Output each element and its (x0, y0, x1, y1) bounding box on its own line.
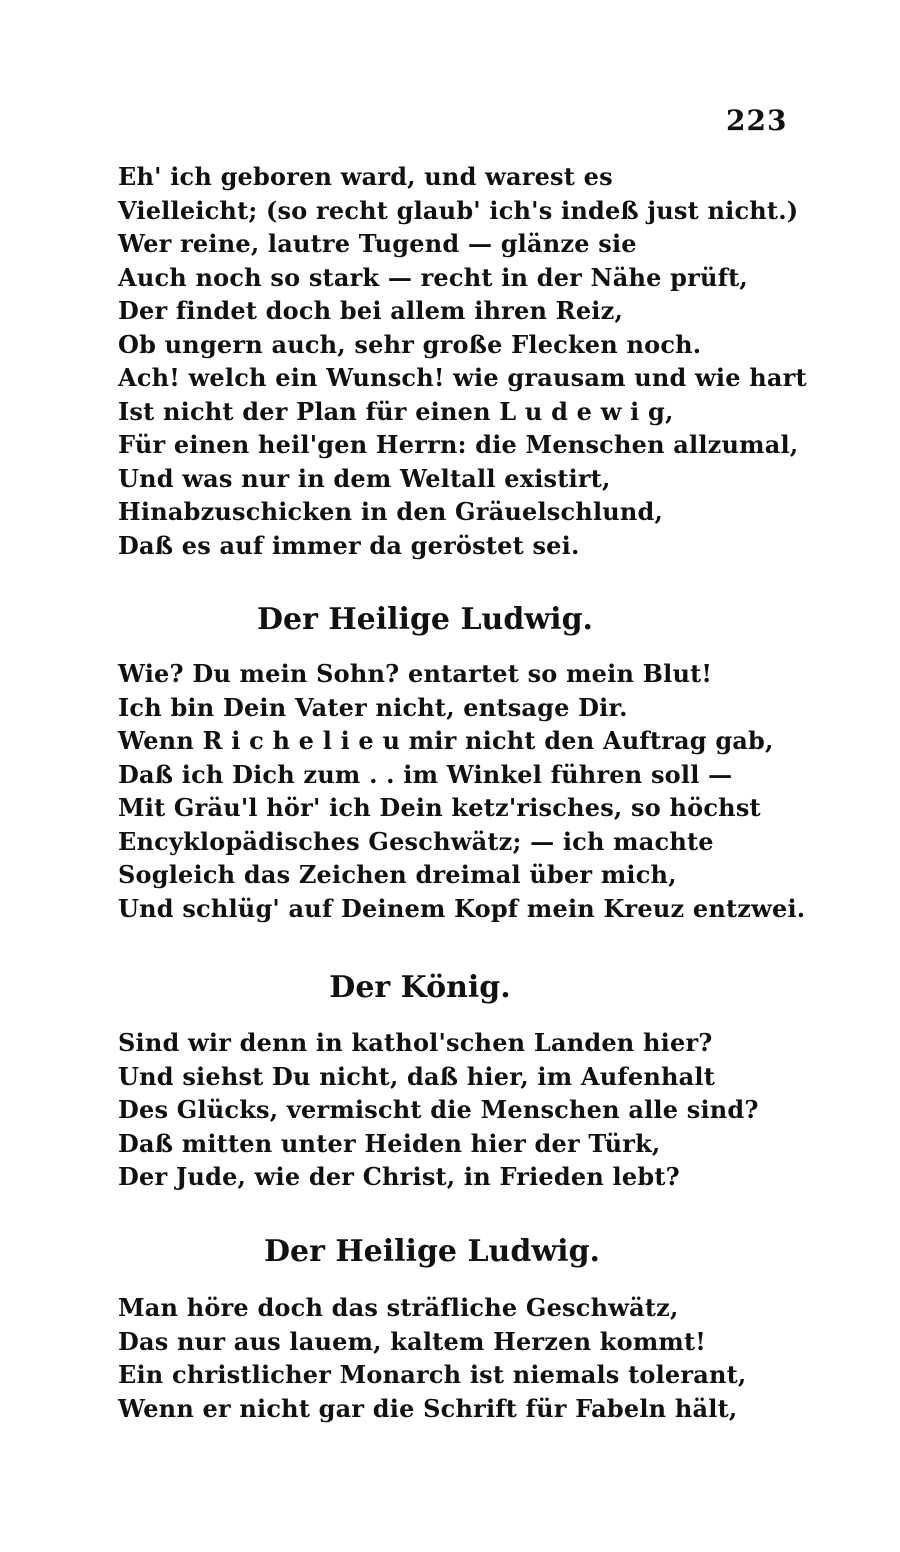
verse-line: Und was nur in dem Weltall existirt, (118, 463, 611, 493)
verse-line: Ich bin Dein Vater nicht, entsage Dir. (118, 692, 628, 722)
verse-block-continuation (118, 160, 807, 562)
verse-line: Und schlüg' auf Deinem Kopf mein Kreuz entzwei. (118, 893, 806, 923)
verse-line: Für einen heil'gen Herrn: die Menschen allzumal, (118, 430, 799, 459)
speaker-heading: Der Heilige Ludwig. (256, 602, 593, 637)
verse-line: Der Jude, wie der Christ, in Frieden lebt? (118, 1162, 680, 1191)
verse-line: Ob ungern auch, sehr große Flecken noch. (118, 329, 702, 359)
speaker-heading: Der König. (329, 970, 511, 1005)
verse-line: Encyklopädisches Geschwätz; — ich machte (118, 826, 714, 856)
verse-line: Wenn R i c h e l i e u mir nicht den Auftrag gab, (118, 726, 774, 755)
verse-line: Ach! welch ein Wunsch! wie grausam und wie hart (118, 363, 807, 392)
verse-line: Wer reine, lautre Tugend — glänze sie (118, 229, 637, 258)
verse-line: Sogleich das Zeichen dreimal über mich, (118, 860, 677, 889)
speaker-heading: Der Heilige Ludwig. (263, 1234, 600, 1269)
verse-line: Ein christlicher Monarch ist niemals tolerant, (118, 1360, 747, 1389)
verse-line: Hinabzuschicken in den Gräuelschlund, (118, 497, 664, 526)
verse-line: Sind wir denn in kathol'schen Landen hier? (118, 1028, 713, 1057)
page-number: 223 (726, 104, 788, 137)
verse-line: Vielleicht; (so recht glaub' ich's indeß just nicht.) (118, 195, 799, 225)
verse-line: Daß ich Dich zum . . im Winkel führen soll — (118, 759, 733, 789)
verse-line: Eh' ich geboren ward, und warest es (118, 162, 613, 191)
verse-line: Ist nicht der Plan für einen L u d e w i g, (118, 396, 674, 426)
verse-line: Man höre doch das sträfliche Geschwätz, (118, 1293, 679, 1322)
verse-line: Wenn er nicht gar die Schrift für Fabeln hält, (118, 1393, 738, 1423)
verse-line: Mit Gräu'l hör' ich Dein ketz'risches, so höchst (118, 793, 761, 822)
verse-line: Daß es auf immer da geröstet sei. (118, 530, 580, 560)
verse-line: Wie? Du mein Sohn? entartet so mein Blut! (118, 659, 713, 688)
verse-line: Und siehst Du nicht, daß hier, im Aufenhalt (118, 1061, 716, 1091)
verse-block-ludwig-1 (118, 657, 806, 925)
verse-line: Daß mitten unter Heiden hier der Türk, (118, 1128, 661, 1158)
verse-line: Des Glücks, vermischt die Menschen alle sind? (118, 1095, 759, 1124)
verse-block-koenig (118, 1026, 778, 1194)
verse-line: Auch noch so stark — recht in der Nähe prüft, (118, 262, 748, 292)
verse-block-ludwig-2 (118, 1291, 778, 1425)
verse-line: Der findet doch bei allem ihren Reiz, (118, 296, 624, 325)
verse-line: Das nur aus lauem, kaltem Herzen kommt! (118, 1326, 707, 1356)
